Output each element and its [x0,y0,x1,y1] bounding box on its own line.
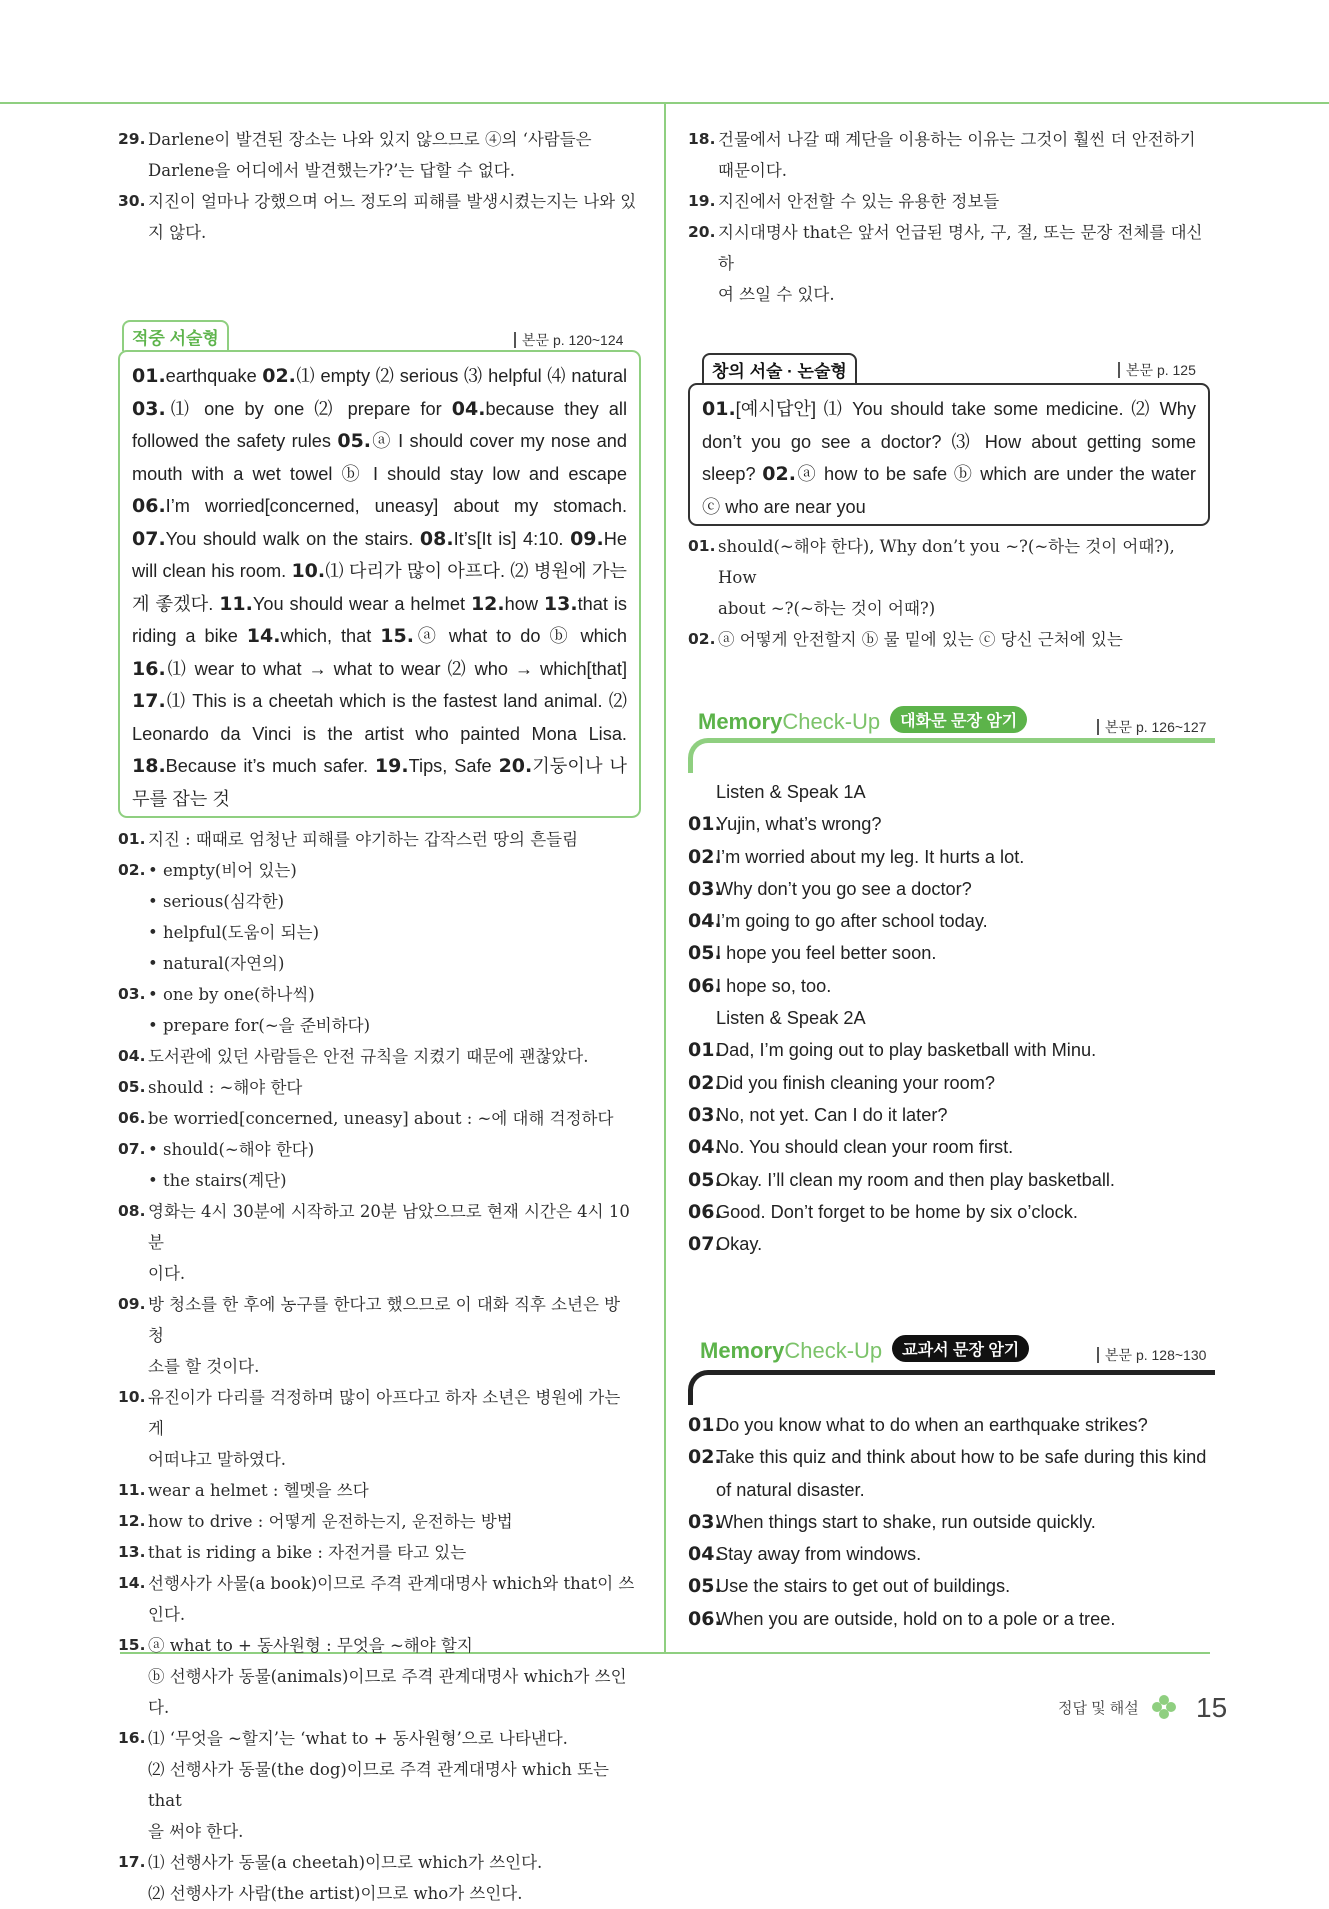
explanation-item [688,531,1210,624]
left-explanations [118,824,640,1909]
answer-number: 04. [451,397,486,420]
explanation-line: 어떠냐고 말하였다. [148,1450,287,1469]
page-number: 15 [1196,1692,1228,1723]
explanation-line: ⓐ 어떻게 안전할지 ⓑ 물 밑에 있는 ⓒ 당신 근처에 있는 [718,630,1123,649]
explanation-item [118,979,640,1041]
section-heading: Listen & Speak 2A [716,1008,866,1029]
explanation-item [688,217,1210,310]
sentence-item [688,1570,1210,1602]
memory-checkup-1-heading [698,706,1027,735]
memory-2-sentences [688,1409,1210,1635]
explanation-line: 이다. [148,1264,186,1283]
item-number: 04. [118,1047,146,1065]
sentence-text: Dad, I’m going out to play basketball with Minu. [716,1040,1097,1061]
explanation-line: ⓑ 선행사가 동물(animals)이므로 주격 관계대명사 which가 쓰인다. [148,1667,627,1717]
sentence-line: Use the stairs to get out of buildings. [716,1576,1011,1597]
sentence-number: 01. [688,1414,722,1436]
sentence-text: Good. Don’t forget to be home by six o’clock. [716,1201,1078,1222]
explanation-line: should : ~해야 한다 [148,1078,303,1097]
sentence-text: Why don’t you go see a doctor? [716,878,972,899]
explanation-item [118,1103,640,1134]
answer-number: 08. [419,527,454,550]
explanation-item [118,1506,640,1537]
answer-text: ⓐ what to do ⓑ which [413,626,627,646]
item-number: 02. [118,861,146,879]
answer-text: Because it’s much safer. [165,756,375,776]
explanation-line: 소를 할 것이다. [148,1357,260,1376]
sentence-number: 02. [688,1071,722,1094]
sentence-item [688,1099,1210,1131]
answer-text: Tips, Safe [408,756,499,776]
item-number: 17. [118,1853,146,1871]
item-number: 11. [118,1481,146,1499]
sentence-item [688,1441,1210,1506]
explanation-line: ⑴ 선행사가 동물(a cheetah)이므로 which가 쓰인다. [148,1853,543,1872]
explanation-item [118,1289,640,1382]
explanation-line: should(~해야 한다), Why don’t you ~?(~하는 것이 어때?), How [718,537,1175,587]
top-left-explanations [118,124,640,248]
checkup-word: Check-Up [782,709,881,734]
mem2-bracket [688,1370,1215,1405]
sentence-text: Okay. I’ll clean my room and then play basketball. [716,1169,1115,1190]
sentence-number: 05. [688,1575,722,1598]
top-right-explanations [688,124,1210,310]
answer-text: You should walk on the stairs. [165,528,420,549]
explanation-line: 건물에서 나갈 때 계단을 이용하는 이유는 그것이 훨씬 더 안전하기 [718,130,1196,149]
sentence-text: I hope you feel better soon. [716,943,937,964]
sentence-number: 07. [688,1233,722,1256]
explanation-item [688,186,1210,217]
answer-number: 20. [498,755,533,777]
answer-number: 01. [702,398,736,420]
item-number: 15. [118,1636,146,1654]
answer-text: I’m worried[concerned, uneasy] about my stomach. [165,496,627,516]
answer-number: 13. [543,592,578,615]
word-meaning: • prepare for(~을 준비하다) [148,1016,371,1035]
sentence-line: When things start to shake, run outside quickly. [716,1511,1096,1532]
explanation-item [118,186,640,248]
item-number: 29. [118,130,146,148]
sentence-line: Do you know what to do when an earthquake strikes? [716,1415,1148,1435]
explanation-line: ⓐ what to + 동사원형 : 무엇을 ~해야 할지 [148,1636,473,1655]
explanation-item [118,1196,640,1289]
sentence-item [688,937,1210,969]
word-meaning: • the stairs(계단) [148,1171,287,1190]
explanation-item [118,824,640,855]
item-number: 13. [118,1543,146,1561]
sentence-number: 04. [688,1543,722,1566]
sentence-number: 05. [688,1168,722,1191]
explanation-item [118,1537,640,1568]
answer-number: 02. [262,365,296,387]
box2-answers [688,383,1210,526]
explanation-line: ⑴ ‘무엇을 ~할지’는 ‘what to + 동사원형’으로 나타낸다. [148,1729,568,1748]
item-number: 19. [688,192,716,210]
answer-text: ⓐ I should cover my nose and mouth with a wet towel ⓑ I should stay low and escape [132,431,628,484]
explanation-line: Darlene을 어디에서 발견했는가?’는 답할 수 없다. [148,161,515,180]
explanation-line: ⑵ 선행사가 동물(the dog)이므로 주격 관계대명사 which 또는 that [148,1760,609,1810]
sentence-line: of natural disaster. [716,1479,865,1500]
explanation-line: that is riding a bike : 자전거를 타고 있는 [148,1543,467,1562]
explanation-line: 지진이 얼마나 강했으며 어느 정도의 피해를 발생시켰는지는 나와 있 [148,192,637,211]
sentence-number: 03. [688,1510,722,1533]
sentence-number: 05. [688,942,722,965]
memory-word: Memory [698,709,783,734]
memory-checkup-2-heading [700,1335,1029,1364]
explanation-line: about ~?(~하는 것이 어때?) [718,599,936,618]
explanation-item [688,124,1210,186]
mem1-bracket [688,738,1215,773]
answer-number: 11. [219,592,253,615]
word-meaning: • natural(자연의) [148,954,285,973]
item-number: 05. [118,1078,146,1096]
sentence-item [688,1196,1210,1228]
explanation-line [148,1134,640,1196]
explanation-line: wear a helmet : 헬멧을 쓰다 [148,1481,369,1500]
answer-text: that is riding a bike [132,593,627,646]
sentence-item [688,970,1210,1002]
sentence-item [688,905,1210,937]
explanation-line: 을 써야 한다. [148,1822,244,1841]
answer-text: He will clean his room. [132,528,627,581]
sentence-text: I’m going to go after school today. [716,911,988,932]
explanation-line: 선행사가 사물(a book)이므로 주격 관계대명사 which와 that이 쓰 [148,1574,635,1593]
sentence-item [688,1409,1210,1441]
right-explanations [688,531,1210,655]
explanation-line: 도서관에 있던 사람들은 안전 규칙을 지켰기 때문에 괜찮았다. [148,1047,589,1066]
explanation-line: 인다. [148,1605,186,1624]
item-number: 10. [118,1388,146,1406]
explanation-line [148,855,640,917]
explanation-line: be worried[concerned, uneasy] about : ~에 대해 걱정하다 [148,1109,614,1128]
explanation-line: 방 청소를 한 후에 농구를 한다고 했으므로 이 대화 직후 소년은 방 청 [148,1295,621,1345]
answer-text: because they all followed the safety rules [132,398,627,451]
explanation-line: 지 않다. [148,223,207,242]
mem2-pageref: 본문 p. 128~130 [1097,1347,1206,1363]
sentence-number: 04. [688,910,722,933]
sentence-text: I hope so, too. [716,975,832,996]
sentence-item [688,1506,1210,1538]
explanation-item [118,1568,640,1630]
answer-number: 18. [132,755,166,777]
sentence-number: 03. [688,877,722,900]
column-divider [664,104,666,1654]
sentence-line: When you are outside, hold on to a pole or a tree. [716,1608,1116,1629]
word-meaning: • helpful(도움이 되는) [148,923,320,942]
sentence-item [688,1067,1210,1099]
word-meaning: • empty(비어 있는) [148,861,297,880]
sentence-line: Stay away from windows. [716,1544,922,1565]
sentence-number: 02. [688,1446,722,1469]
sentence-item [688,873,1210,905]
sentence-text: No, not yet. Can I do it later? [716,1104,948,1125]
answer-number: 01. [132,365,166,387]
answer-number: 15. [380,625,414,647]
sentence-item [688,1228,1210,1260]
sentence-line: Take this quiz and think about how to be safe during this kind [716,1447,1207,1468]
answer-number: 02. [762,463,796,485]
answer-text: ⑴ 다리가 많이 아프다. ⑵ 병원에 가는 게 좋겠다. [132,561,627,614]
sentence-number: 06. [688,1200,722,1223]
explanation-item [118,1723,640,1847]
explanation-line: 지진 : 때때로 엄청난 피해를 야기하는 갑작스런 땅의 흔들림 [148,830,579,849]
item-number: 14. [118,1574,146,1592]
sentence-text: Yujin, what’s wrong? [716,814,882,835]
answer-text: ⑴ wear to what → what to wear ⑵ who → which[that] [165,658,627,679]
item-number: 30. [118,192,146,210]
answer-text: ⑴ one by one ⑵ prepare for [165,398,452,419]
word-meaning: • should(~해야 한다) [148,1140,315,1159]
answer-text: 기둥이나 나무를 잡는 것 [132,756,627,809]
item-number: 12. [118,1512,146,1530]
answer-text: ⓐ how to be safe ⓑ which are under the water ⓒ who are near you [702,464,1196,517]
explanation-item [118,1134,640,1196]
explanation-item [118,124,640,186]
explanation-item [118,1072,640,1103]
mem1-pageref: 본문 p. 126~127 [1097,719,1206,735]
memory-1-sentences [688,776,1210,1260]
explanation-item [118,1475,640,1506]
explanation-line: Darlene이 발견된 장소는 나와 있지 않으므로 ④의 ‘사람들은 [148,130,592,149]
answer-text: ⑴ empty ⑵ serious ⑶ helpful ⑷ natural [295,366,628,386]
explanation-line: how to drive : 어떻게 운전하는지, 운전하는 방법 [148,1512,513,1531]
sentence-number: 06. [688,974,722,997]
item-number: 20. [688,223,716,241]
answer-number: 19. [374,755,409,777]
explanation-item [118,855,640,979]
explanation-line: 지시대명사 that은 앞서 언급된 명사, 구, 절, 또는 문장 전체를 대신하 [718,223,1203,273]
sentence-item [688,1538,1210,1570]
answer-number: 14. [246,625,281,647]
explanation-item [118,1041,640,1072]
answer-number: 03. [132,397,166,420]
answer-number: 07. [132,527,166,550]
item-number: 06. [118,1109,146,1127]
answer-text: [예시답안] ⑴ You should take some medicine. ⑵ Why don’t you go see a doctor? ⑶ How about getting some sleep? [702,399,1196,484]
explanation-item [118,1382,640,1475]
sentence-text: No. You should clean your room first. [716,1137,1014,1158]
memory-word: Memory [700,1338,785,1363]
item-number: 01. [688,537,716,555]
section-heading: Listen & Speak 1A [716,782,866,802]
checkup-word: Check-Up [784,1338,883,1363]
clover-icon [1150,1693,1178,1723]
sentence-text: I’m worried about my leg. It hurts a lot. [716,846,1025,867]
explanation-line: 때문이다. [718,161,788,180]
word-meaning: • one by one(하나씩) [148,985,315,1004]
sentence-number: 01. [688,1039,722,1062]
sentence-item [688,1164,1210,1196]
explanation-line [148,917,640,979]
item-number: 01. [118,830,146,848]
item-number: 16. [118,1729,146,1747]
sentence-item [688,1034,1210,1066]
box1-pageref: 본문 p. 120~124 [514,332,623,348]
sentence-item [688,841,1210,873]
explanation-item [118,1630,640,1723]
sentence-number: 02. [688,845,722,868]
box2-pageref: 본문 p. 125 [1118,362,1196,378]
answer-number: 17. [132,690,166,712]
answer-text: It’s[It is] 4:10. [453,528,571,549]
box2-title: 창의 서술 · 논술형 [702,353,857,384]
explanation-line [148,979,640,1041]
answer-number: 09. [570,527,604,550]
sentence-number: 06. [688,1607,722,1630]
answer-number: 12. [470,592,505,615]
memory-pill: 교과서 문장 암기 [892,1335,1029,1362]
explanation-line: 지진에서 안전할 수 있는 유용한 정보들 [718,192,1000,211]
item-number: 03. [118,985,146,1003]
explanation-item [688,624,1210,655]
item-number: 07. [118,1140,146,1158]
sentence-number: 03. [688,1103,722,1126]
memory-pill: 대화문 문장 암기 [890,706,1027,733]
answer-text: ⑴ This is a cheetah which is the fastest land animal. ⑵ Leonardo da Vinci is the artist who painted Mona Lisa. [132,691,627,744]
explanation-line: ⑵ 선행사가 사람(the artist)이므로 who가 쓰인다. [148,1884,523,1903]
explanation-line: 여 쓰일 수 있다. [718,285,835,304]
sentence-item [688,1131,1210,1163]
item-number: 08. [118,1202,146,1220]
answer-text: how [504,593,544,614]
sentence-item [688,1603,1210,1635]
footer-label: 정답 및 해설 [1058,1700,1139,1717]
item-number: 02. [688,630,716,648]
explanation-line: 유진이가 다리를 걱정하며 많이 아프다고 하자 소년은 병원에 가는 게 [148,1388,621,1438]
item-number: 18. [688,130,716,148]
sentence-text: Did you finish cleaning your room? [716,1072,996,1093]
answer-number: 10. [291,560,326,582]
answer-number: 05. [337,430,372,452]
answer-number: 06. [132,495,166,517]
sentence-number: 01. [688,813,722,836]
sentence-text: Okay. [716,1234,763,1255]
explanation-item [118,1847,640,1909]
answer-number: 16. [132,657,166,680]
box1-title: 적중 서술형 [122,320,229,351]
answer-text: earthquake [165,366,263,386]
sentence-item [688,808,1210,840]
word-meaning: • serious(심각한) [148,892,285,911]
answer-text: which, that [280,626,381,646]
box1-answers [118,350,641,818]
sentence-number: 04. [688,1136,722,1159]
answer-text: You should wear a helmet [252,593,471,614]
explanation-line: 영화는 4시 30분에 시작하고 20분 남았으므로 현재 시간은 4시 10분 [148,1202,630,1252]
item-number: 09. [118,1295,146,1313]
